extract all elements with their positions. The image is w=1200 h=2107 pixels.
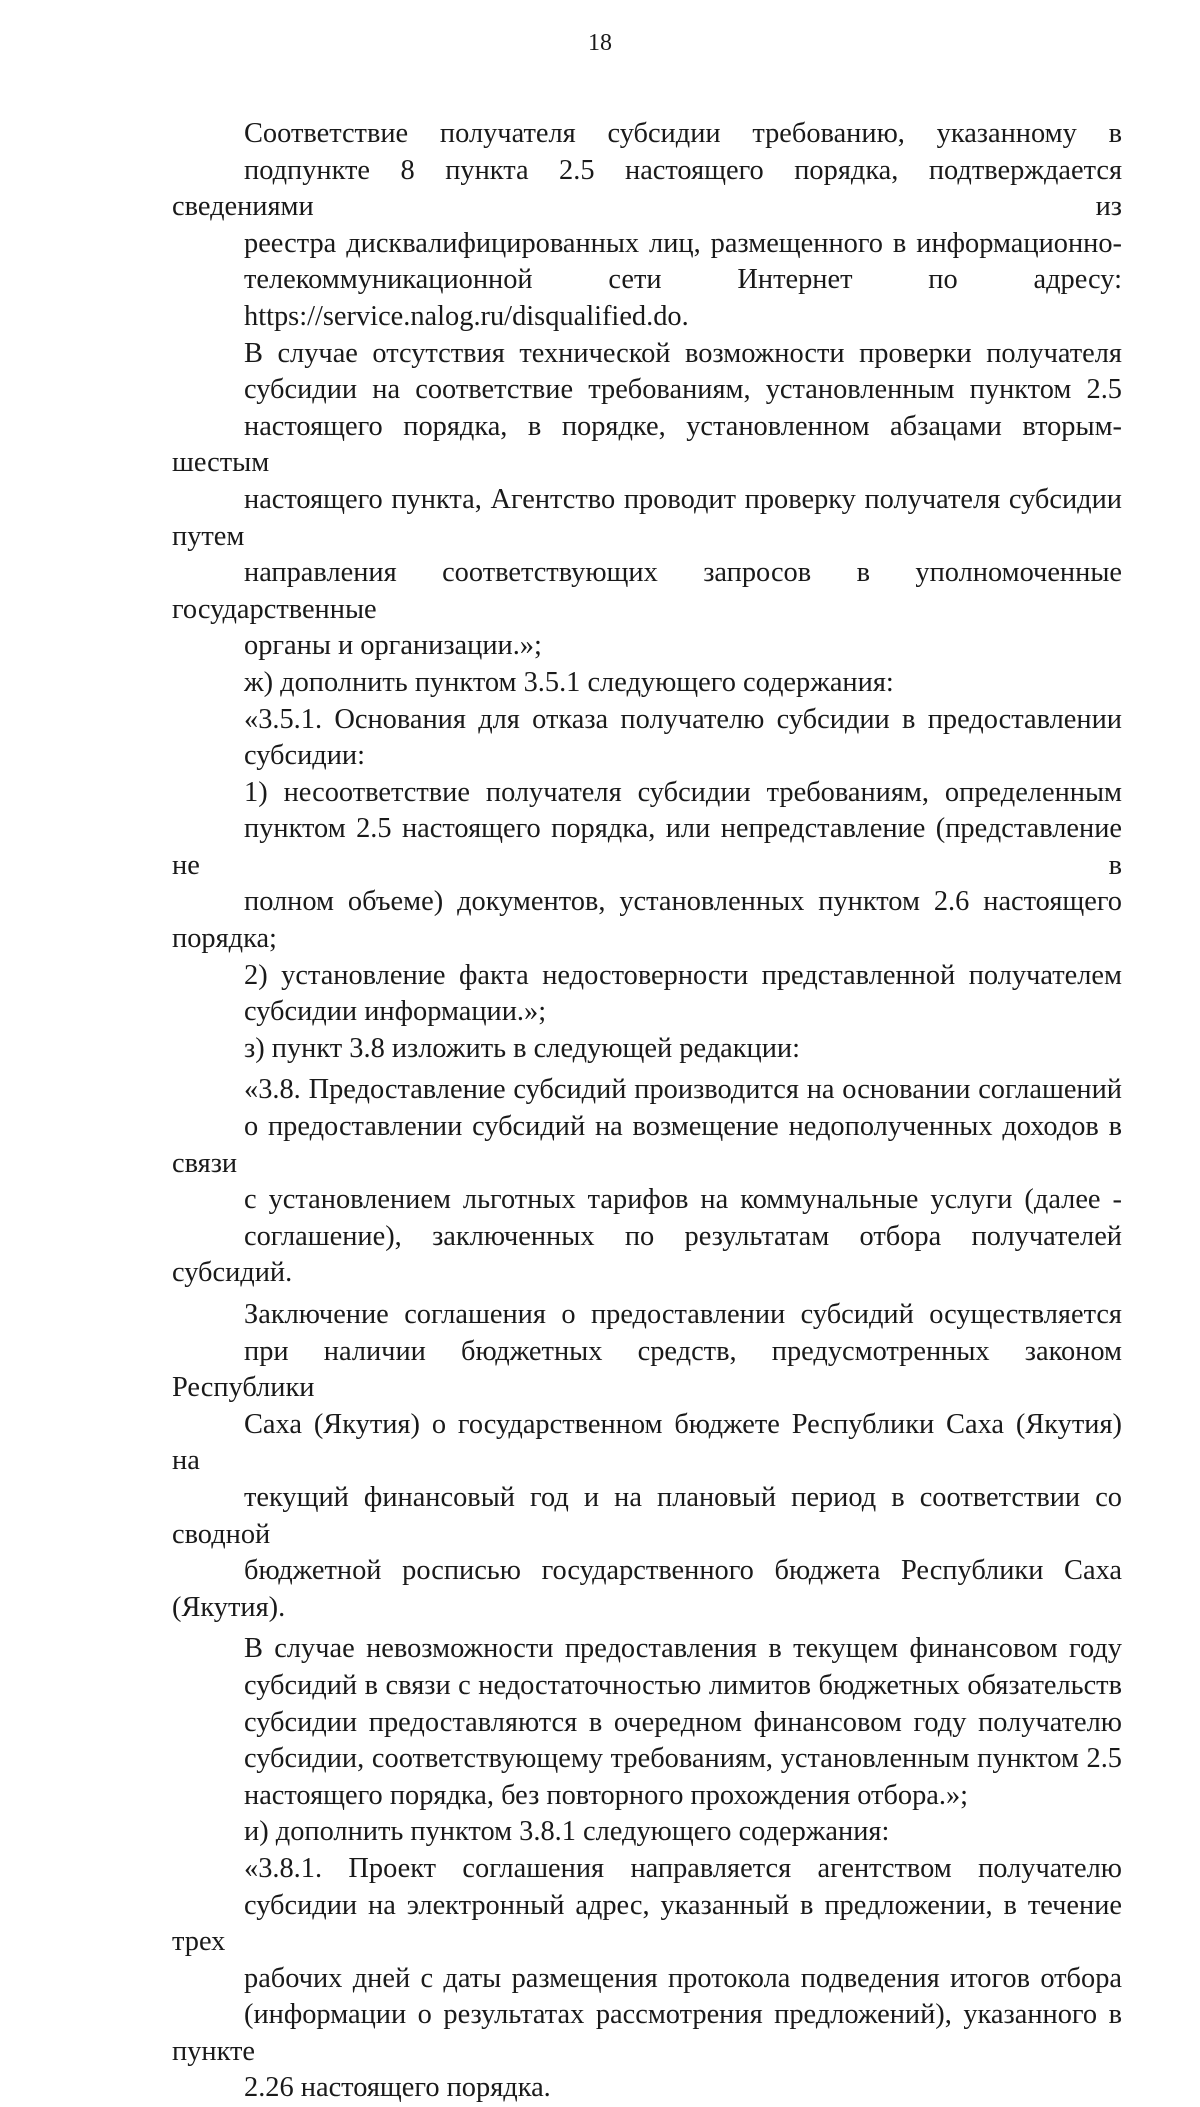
text-line: подпункте 8 пункта 2.5 настоящего порядка, подтверждается сведениями из — [172, 154, 1122, 223]
text-line: настоящего порядка, в порядке, установленном абзацами вторым-шестым — [172, 410, 1122, 479]
text-line: (информации о результатах рассмотрения предложений), указанного в пункте — [172, 1999, 1122, 2067]
text-line: Соответствие получателя субсидии требованию, указанному в — [244, 118, 1122, 149]
paragraph — [172, 702, 1122, 775]
text-line: субсидии, соответствующему требованиям, установленным пунктом 2.5 — [244, 1743, 1122, 1775]
text-line: направления соответствующих запросов в уполномоченные государственные — [172, 557, 1122, 625]
text-line: полном объеме) документов, установленных пунктом 2.6 настоящего порядка; — [172, 886, 1122, 955]
text-line: Саха (Якутия) о государственном бюджете Республики Саха (Якутия) на — [172, 1408, 1122, 1477]
paragraph — [172, 1851, 1122, 2107]
document-body — [172, 116, 1122, 2107]
text-line: настоящего порядка, без повторного прохождения отбора.»; — [244, 1779, 969, 1811]
text-line: о предоставлении субсидий на возмещение недополученных доходов в связи — [172, 1111, 1122, 1179]
page-number: 18 — [588, 30, 612, 56]
text-line: Заключение соглашения о предоставлении субсидий осуществляется — [244, 1299, 1122, 1330]
text-line: соглашение), заключенных по результатам отбора получателей субсидий. — [172, 1220, 1122, 1289]
text-line: пунктом 2.5 настоящего порядка, или непредставление (представление не в — [172, 813, 1122, 881]
text-line: 2) установление факта недостоверности представленной получателем — [244, 959, 1122, 991]
text-line: https://service.nalog.ru/disqualified.do. — [244, 300, 689, 332]
text-line: «3.8. Предоставление субсидий производится на основании соглашений — [244, 1074, 1122, 1106]
text-line: субсидии на соответствие требованиям, установленным пунктом 2.5 — [244, 374, 1122, 406]
text-line: субсидии на электронный адрес, указанный в предложении, в течение трех — [172, 1889, 1122, 1958]
text-line: ж) дополнить пунктом 3.5.1 следующего содержания: — [244, 666, 894, 698]
text-line: субсидии предоставляются в очередном финансовом году получателю — [244, 1706, 1122, 1738]
text-line: органы и организации.»; — [244, 630, 542, 662]
paragraph — [172, 1814, 1122, 1851]
paragraph — [172, 1297, 1122, 1626]
text-line: «3.5.1. Основания для отказа получателю субсидии в предоставлении — [244, 703, 1122, 735]
text-line: рабочих дней с даты размещения протокола подведения итогов отбора — [244, 1962, 1122, 1994]
text-line: В случае отсутствия технической возможности проверки получателя — [244, 337, 1122, 369]
text-line: з) пункт 3.8 изложить в следующей редакции: — [244, 1032, 801, 1064]
text-line: текущий финансовый год и на плановый период в соответствии со сводной — [172, 1481, 1122, 1550]
text-line: субсидии: — [244, 740, 366, 772]
text-line: реестра дисквалифицированных лиц, размещенного в информационно- — [244, 227, 1122, 259]
text-line: В случае невозможности предоставления в текущем финансовом году — [244, 1633, 1122, 1665]
paragraph — [172, 1031, 1122, 1068]
paragraph — [172, 1072, 1122, 1292]
text-line: субсидий в связи с недостаточностью лимитов бюджетных обязательств — [244, 1669, 1122, 1701]
paragraph — [172, 958, 1122, 1031]
paragraph — [172, 665, 1122, 702]
text-line: 2.26 настоящего порядка. — [244, 2072, 551, 2104]
text-line: 1) несоответствие получателя субсидии требованиям, определенным — [244, 776, 1122, 808]
text-line: при наличии бюджетных средств, предусмотренных законом Республики — [172, 1335, 1122, 1404]
paragraph — [172, 336, 1122, 665]
text-line: телекоммуникационной сети Интернет по адресу: — [244, 264, 1122, 296]
text-line: и) дополнить пунктом 3.8.1 следующего содержания: — [244, 1816, 890, 1848]
text-line: бюджетной росписью государственного бюджета Республики Саха (Якутия). — [172, 1555, 1122, 1623]
text-line: «3.8.1. Проект соглашения направляется агентством получателю — [244, 1852, 1122, 1884]
paragraph — [172, 116, 1122, 336]
text-line: настоящего пункта, Агентство проводит проверку получателя субсидии путем — [172, 483, 1122, 552]
paragraph — [172, 1631, 1122, 1814]
paragraph — [172, 775, 1122, 958]
text-line: субсидии информации.»; — [244, 996, 547, 1028]
text-line: с установлением льготных тарифов на коммунальные услуги (далее - — [244, 1184, 1122, 1216]
